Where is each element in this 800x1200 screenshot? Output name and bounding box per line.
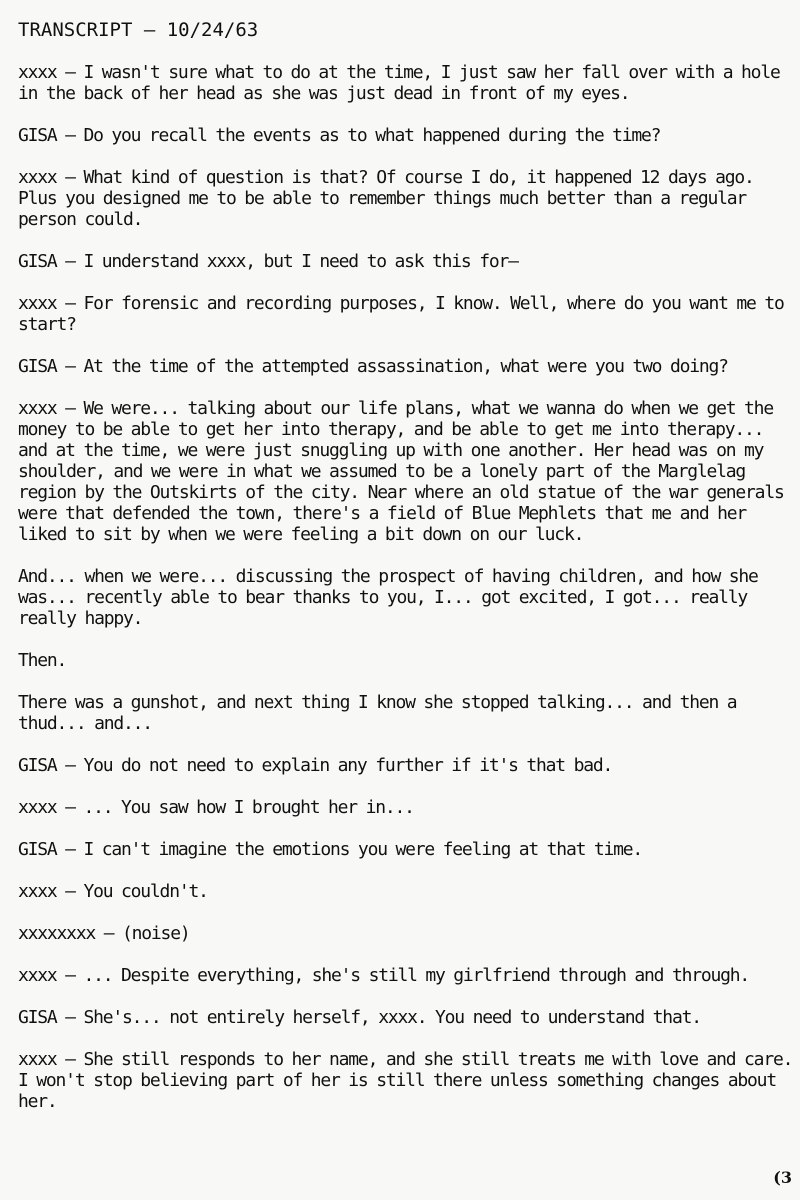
paragraph-3: xxxx – What kind of question is that? Of course I do, it happened 12 days ago. Plus you designed me to be able to remember things much better than a regular person could. — [18, 167, 754, 230]
paragraph-11: GISA – You do not need to explain any further if it's that bad. — [18, 755, 613, 776]
transcript-page — [18, 20, 794, 1133]
paragraph-1: xxxx – I wasn't sure what to do at the time, I just saw her fall over with a hole in the back of her head as she was just dead in front of my eyes. — [18, 62, 780, 104]
paragraph-9: Then. — [18, 650, 67, 671]
paragraph-8: And... when we were... discussing the prospect of having children, and how she was... recently able to bear thanks to you, I... got excited, I got... really really happy. — [18, 566, 758, 629]
paragraph-15: xxxxxxxx – (noise) — [18, 923, 190, 944]
paragraph-13: GISA – I can't imagine the emotions you were feeling at that time. — [18, 839, 643, 860]
paragraph-10: There was a gunshot, and next thing I know she stopped talking... and then a thud... and... — [18, 692, 737, 734]
paragraph-16: xxxx – ... Despite everything, she's still my girlfriend through and through. — [18, 965, 750, 986]
paragraph-18: xxxx – She still responds to her name, and she still treats me with love and care. I won't stop believing part of her is still there unless something changes about her. — [18, 1049, 793, 1112]
paragraph-2: GISA – Do you recall the events as to what happened during the time? — [18, 125, 661, 146]
paragraph-14: xxxx – You couldn't. — [18, 881, 208, 902]
transcript-title: TRANSCRIPT – 10/24/63 — [18, 19, 259, 41]
paragraph-12: xxxx – ... You saw how I brought her in... — [18, 797, 414, 818]
page-number: (3 — [773, 1168, 792, 1187]
paragraph-5: xxxx – For forensic and recording purposes, I know. Well, where do you want me to start? — [18, 293, 784, 335]
paragraph-17: GISA – She's... not entirely herself, xxxx. You need to understand that. — [18, 1007, 701, 1028]
paragraph-4: GISA – I understand xxxx, but I need to ask this for– — [18, 251, 518, 272]
paragraph-7: xxxx – We were... talking about our life plans, what we wanna do when we get the money to be able to get her into therapy, and be able to get me into therapy... and at the time, we were just snuggling up with one another. Her head was on my shoulder, and we were in what we assumed to be a lonely part of the Marglelag region by the Outskirts of the city. Near where an old statue of the war generals were that defended the town, there's a field of Blue Mephlets that me and her liked to sit by when we were feeling a bit down on our luck. — [18, 398, 784, 545]
paragraph-6: GISA – At the time of the attempted assassination, what were you two doing? — [18, 356, 728, 377]
